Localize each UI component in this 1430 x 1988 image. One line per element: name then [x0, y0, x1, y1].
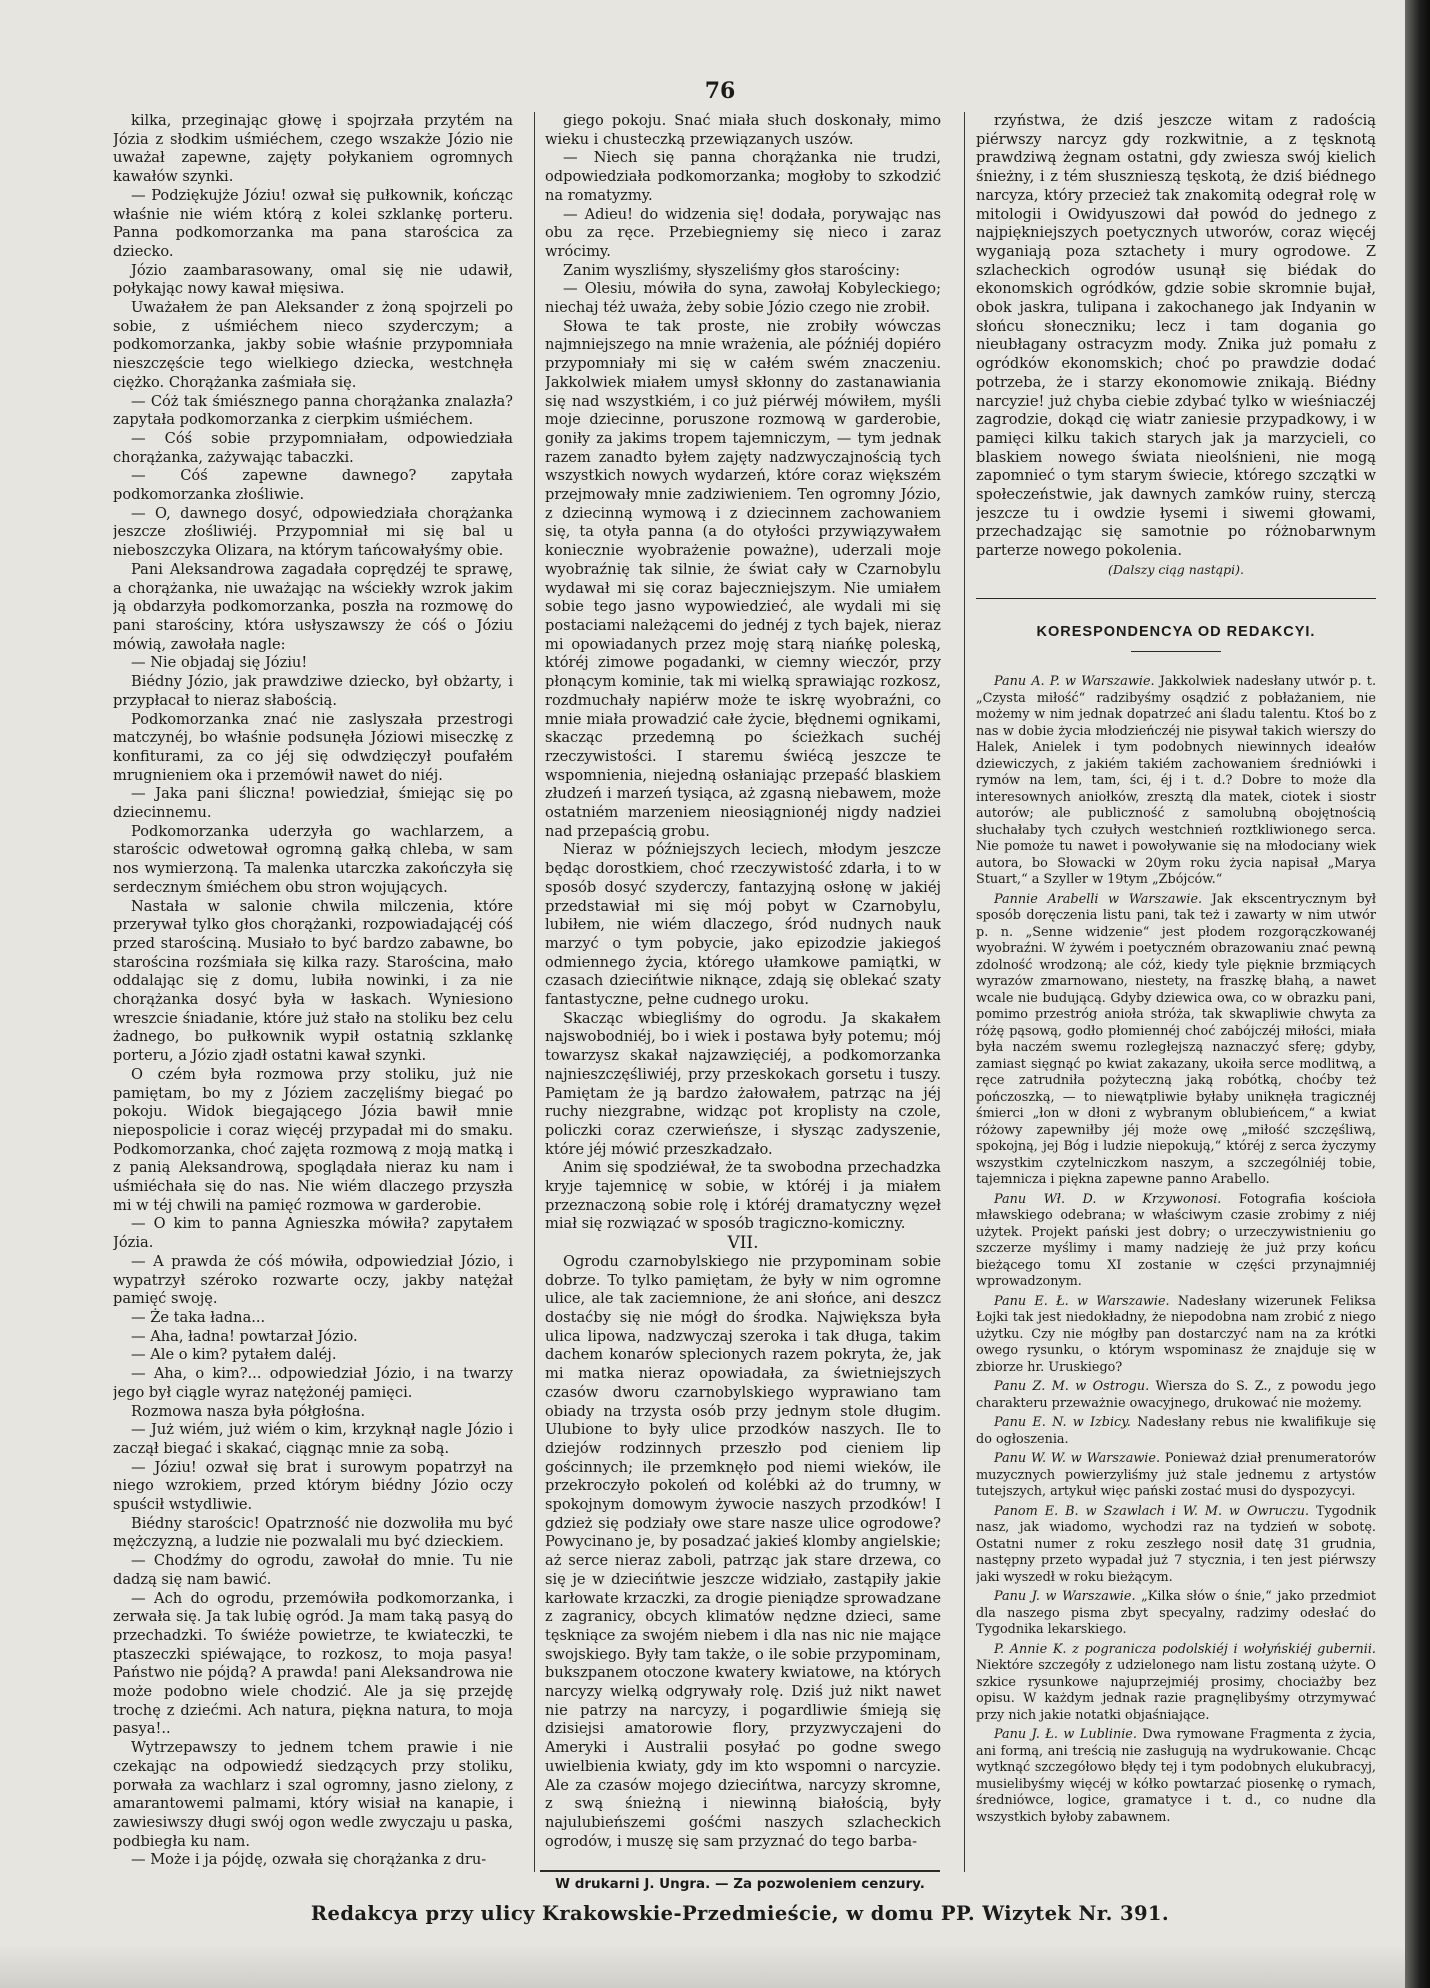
footer-rule	[540, 1870, 940, 1872]
addressee: Panu A. P. w Warszawie.	[994, 674, 1155, 690]
paragraph: — Cóś sobie przypomniałam, odpowiedziała chorążanka, zażywając tabaczki.	[113, 429, 513, 466]
paragraph: Biédny starościc! Opatrzność nie dozwoliła mu być mężczyzną, a ludzie nie pozwalali mu być dzieckiem.	[113, 1514, 513, 1551]
paragraph: — A prawda że cóś mówiła, odpowiedział Józio, i wypatrzył széroko rozwarte oczy, jakby natężał pamięć swoję.	[113, 1252, 513, 1308]
correspondence-entry	[976, 1451, 1376, 1501]
reply-text: Nadesłany rebus nie kwalifikuje się do ogłoszenia.	[976, 1415, 1376, 1447]
paragraph: Biédny Józio, jak prawdziwe dziecko, był obżarty, i przypłacał to nieraz słabością.	[113, 673, 513, 709]
reply-text: „Kilka słów o śnie,“ jako przedmiot dla naszego pisma zbyt specyalny, radzimy odesłać do Tygodnika lekarskiego.	[976, 1589, 1376, 1638]
text-column-1	[113, 112, 513, 1867]
paragraph: Wytrzepawszy to jednem tchem prawie i nie czekając na odpowiedź siedzących przy stoliku, porwała za wachlarz i szal ogromny, jasno zielony, z amarantowemi palmami, który wisiał na kanapie, i zawiesiwszy długi swój ogon wedle zwyczaju u paska, podbiegła ku nam.	[113, 1739, 513, 1850]
paragraph: — Aha, ładna! powtarzał Józio.	[131, 1327, 358, 1345]
reply-text: Jakkolwiek nadesłany utwór p. t. „Czysta miłość“ radzibyśmy osądzić z pobłażaniem, nie możemy w nim jednak dopatrzeć ani śladu talentu. Ktoś bo z nas w dobie życia młodzieńczéj nie pisywał takich wierszy do Halek, Anielek i tym podobnych niewinnych ideałów dziewiczych, z jakiém takiém zachowaniem średniówki i rymów na lem, tam, ści, éj i t. d.? Dobre to może dla interesownych aniołków, zresztą dla matek, ciotek i siostr autorów; ale publiczność z samolubną obojętnością słuchałaby tych czułych westchnień roztkliwionego serca. Nie pomoże tu nawet i powoływanie się na młodociany wiek autora, bo Słowacki w 20ym roku życia napisał „Marya Stuart,“ a Szyller w 19tym „Zbójców.“	[976, 674, 1376, 888]
correspondence-entry	[976, 1589, 1376, 1639]
paragraph: — Niech się panna chorążanka nie trudzi, odpowiedziała podkomorzanka; mogłoby to szkodzić na romatyzmy.	[545, 149, 941, 204]
paragraph: giego pokoju. Snać miała słuch doskonały, mimo wieku i chusteczką przewiązanych uszów.	[545, 112, 941, 148]
paragraph: Nieraz w późniejszych leciech, młodym jeszcze będąc dorostkiem, choć rzeczywistość zdarła, i to w sposób dosyć szyderczy, fantazyjną osłonę w jakiéj przedstawiał mi się mój pobyt w Czarnobylu, lubiłem, nie wiém dlaczego, śród nudnych nauk marzyć o tym pobycie, jako epizodzie jakiegoś odmiennego życia, którego ułamkowe pamiątki, w czasach dziecińtwie niknące, zdają się oblekać szaty fantastyczne, pełne cudnego uroku.	[545, 841, 941, 1009]
correspondence-entry	[976, 1415, 1376, 1448]
page-bottom-shadow	[0, 1945, 1405, 1988]
addressee: Panu Wł. D. w Krzywonosi.	[994, 1191, 1222, 1207]
paragraph: Uważałem że pan Aleksander z żoną spojrzeli po sobie, z uśmiéchem nieco szyderczym; a podkomorzanka, jakby sobie właśnie przypomniała nieszczęście tego wielkiego dziecka, westchnęła ciężko. Chorążanka zaśmiała się.	[113, 299, 513, 391]
reply-text: Ponieważ dział prenumeratorów muzycznych powierzyliśmy już stale jednemu z artystów tutejszych, artykuł więc pański zostać musi do dyspozycyi.	[976, 1451, 1376, 1500]
reply-text: Nadesłany wizerunek Feliksa Łojki tak jest niedokładny, że niepodobna nam zrobić z niego użytku. Czy nie mógłby pan dostarczyć nam na za krótki owego rysunku, o którym wspominasz że znajduje się w zbiorze hr. Uruskiego?	[976, 1293, 1376, 1375]
paragraph: — Chodźmy do ogrodu, zawołał do mnie. Tu nie dadzą się nam bawić.	[113, 1552, 513, 1588]
paragraph: — Podziękujże Józiu! ozwał się pułkownik, kończąc właśnie nie wiém którą z kolei szklankę porteru. Panna podkomorzanka ma pana starościca za dziecko.	[113, 186, 513, 260]
paragraph: — Olesiu, mówiła do syna, zawołaj Kobyleckiego; niechaj téż uważa, żeby sobie Józio czego nie zrobił.	[545, 280, 941, 317]
text-column-2	[545, 112, 941, 1867]
addressee: Panom E. B. w Szawlach i W. M. w Owruczu.	[994, 1503, 1310, 1519]
paragraph: — Józiu! ozwał się brat i surowym popatrzył na niego wzrokiem, przed którym biédny Józio oczy spuścił wstydliwie.	[113, 1458, 513, 1514]
addressee: Panu Z. M. w Ostrogu.	[994, 1379, 1150, 1395]
reply-text: Jak ekscentrycznym był sposób doręczenia listu pani, tak też i zawarty w nim utwór p. n. „Senne widzenie“ jest płodem rozgorączkowanéj wyobraźni. W żywém i poetyczném obrazowaniu znać pewną zdolność wrodzoną; ale cóż, kiedy tyle pięknie brzmiących wyrazów zmarnowano, niestety, na fraszkę błahą, a nawet wcale nie budującą. Gdyby dziewica owa, co w obrazku pani, pomimo przestróg anioła stróża, tak skwapliwie chwyta za różę pąsową, godło płomiennéj choć zabójczéj miłości, miała była naczém swemu rozległejszą naznaczyć sferę; gdyby, zamiast sięgnąć po kwiat zakazany, ukoiła serce modlitwą, a ręce zatrudniła pożyteczną jaką robótką, choćby też pończoszką, — to niewątpliwie byłaby uniknęła tragicznéj śmierci „łon w dłoni z wybranym oblubieńcem,“ a kwiat różowy zapewniłby jéj może owę „miłość szczęśliwą, spokojną, jej Bóg i ludzie niepokują,“ któréj z serca życzymy wszystkim czytelniczkom naszym, a szczególniéj tobie, tajemnicza i piękna zapewne panno Arabello.	[976, 891, 1376, 1188]
paragraph: Podkomorzanka znać nie zaslyszała przestrogi matczynéj, bo właśnie podsunęła Józiowi miseczkę z konfiturami, za co jéj się odwdzięczył poufałém mrugnieniem oka i przemówił nawet do niéj.	[113, 710, 513, 784]
paragraph: — Ale o kim? pytałem daléj.	[131, 1346, 337, 1364]
page-edge-shadow	[1405, 0, 1430, 1988]
reply-text: Tygodnik nasz, jak wiadomo, wychodzi raz na tydzień w sobotę. Ostatni numer z roku zeszłego nosił datę 31 grudnia, następny przeto wypadał już 7 stycznia, i ten jest piérwszy jaki wyszedł w roku bieżącym.	[976, 1503, 1376, 1585]
paragraph: Józio zaambarasowany, omal się nie udawił, połykając nowy kawał mięsiwa.	[113, 261, 513, 298]
continued-note: (Dalszy ciąg nastąpi).	[1107, 561, 1245, 577]
paragraph: — Już wiém, już wiém o kim, krzyknął nagle Józio i zaczął biegać i skakać, ciągnąc mnie za sobą.	[113, 1421, 513, 1457]
correspondence-entry	[976, 1379, 1376, 1412]
correspondence-entry	[976, 1504, 1376, 1587]
page-number: 76	[704, 78, 736, 104]
addressee: Panu E. Ł. w Warszawie.	[994, 1293, 1170, 1309]
paragraph: — Że taka ładna...	[131, 1309, 266, 1326]
addressee: Panu J. Ł. w Lublinie.	[994, 1727, 1137, 1743]
addressee: Panu W. W. w Warszawie.	[994, 1451, 1161, 1467]
addressee: Panu J. w Warszawie.	[994, 1589, 1136, 1605]
correspondence-entry	[976, 1642, 1376, 1725]
paragraph: Skacząc wbiegliśmy do ogrodu. Ja skakałem najswobodniéj, bo i wiek i postawa były potemu; mój towarzysz skakał najzawzięciéj, a podkomorzanka najnieszczęśliwiéj, przy przeskokach gorsetu i tuszy. Pamiętam że ją bardzo żałowałem, patrząc na jéj ruchy niezgrabne, widząc pot kroplisty na czole, policzki coraz czerwieńsze, i słysząc zadyszenie, które jéj mówić przeszkadzało.	[545, 1009, 941, 1158]
paragraph: Nastała w salonie chwila milczenia, które przerywał tylko głos chorążanki, rozpowiadającéj cóś przed starościną. Musiało to być bardzo zabawne, bo starościna rozśmiała się kilka razy. Starościna, mało oddalając się z domu, lubiła nowinki, i za nie chorążanka dosyć była w łaskach. Wyniesiono wreszcie śniadanie, które już stało na stoliku bez celu żadnego, bo pułkownik wypił ostatnią szklankę porteru, a Józio zjadł ostatni kawał szynki.	[113, 897, 513, 1065]
paragraph: — Ach do ogrodu, przemówiła podkomorzanka, i zerwała się. Ja tak lubię ogród. Ja mam taką pasyą do przechadzki. To świéże powietrze, te kwiateczki, te ptaszeczki spiéwające, to rozkosz, to moja pasya! Państwo nie pójdą? A prawda! pani Aleksandrowa nie może podobno wiele chodzić. Ale ja się przejdę trochę z dziećmi. Ach natura, piękna natura, to moja pasya!..	[113, 1589, 513, 1738]
correspondence-entry	[976, 1192, 1376, 1291]
addressee: Panu E. N. w Izbicy.	[994, 1415, 1131, 1431]
addressee: Pannie Arabelli w Warszawie.	[994, 891, 1203, 907]
correspondence-entry	[976, 1294, 1376, 1377]
paragraph: — Cóś zapewne dawnego? zapytała podkomorzanka złośliwie.	[113, 467, 513, 504]
heading-underline	[1131, 651, 1221, 652]
paragraph: Pani Aleksandrowa zagadała coprędzéj te sprawę, a chorążanka, nie uważając na wściekły wzrok jakim ją obdarzyła podkomorzanka, poszła na rozmowę do pani starościny, która usłyszawszy że cóś o Józiu mówią, zawołała nagle:	[113, 560, 513, 653]
paragraph: — Aha, o kim?... odpowiedział Józio, i na twarzy jego był ciągle wyraz natężonéj pamięci.	[113, 1365, 513, 1401]
printer-imprint: W drukarni J. Ungra. — Za pozwoleniem cenzury.	[555, 1876, 925, 1892]
paragraph: — O, dawnego dosyć, odpowiedziała chorążanka jeszcze złośliwiéj. Przypomniał mi się bal u nieboszczyka Olizara, na którym tańcowałyśmy obie.	[113, 504, 513, 560]
column-rule-2	[964, 112, 965, 1872]
section-rule	[976, 598, 1376, 599]
paragraph: Słowa te tak proste, nie zrobiły wówczas najmniejszego na mnie wrażenia, ale późniéj dopiéro przypomniały mi się w całém swém znaczeniu. Jakkolwiek miałem umysł skłonny do zastanawiania się nad wszystkiém, i co już piérwéj mówiłem, myśli moje dziecinne, poruszone rozmową w garderobie, goniły za jakims tropem tajemniczym, — tym jednak razem zanadto byłem zajęty nadzwyczajnością tych wszystkich nowych wydarzeń, które coraz większém przejmowały mnie zadziwieniem. Ten ogromny Józio, z dziecinną wymową i z dziecinnem zachowaniem się, ta otyła panna (a do otyłości przywiązywałem koniecznie wyobrażenie poważne), uderzali moje wyobraźnię tak silnie, że świat cały w Czarnobylu wydawał mi się coraz bajeczniejszym. Nie umiałem sobie tego jasno wypowiedzieć, ale wydali mi się postaciami należącemi do jednéj z tych bajek, nieraz mi opowiadanych przez moję starą niańkę poleską, któréj zimowe pogadanki, w ciemny wieczór, przy płonącym kominie, tak mi wielką sprawiając rozkosz, rozdmuchały napiérw może te iskrę wyobraźni, co mnie miała prowadzić całe życie, błędnemi ognikami, skacząc przedemną po ścieżkach suchéj rzeczywistości. I staremu świécą jeszcze te wspomnienia, niejedną osłaniając przepaść blaskiem złudzeń i marzeń tysiąca, aż zgasną niebawem, może ostatniém marzeniem nieosiągnionéj nigdy nadziei nad przepaścią grobu.	[545, 317, 941, 840]
paragraph: — Może i ja pójdę, ozwała się chorążanka z dru-	[131, 1851, 487, 1867]
paragraph: — Nie objadaj się Józiu!	[131, 654, 308, 672]
paragraph: rzyństwa, że dziś jeszcze witam z radością piérwszy narcyz gdy rozkwitnie, a z tęsknotą prawdziwą żegnam ostatni, gdy zwiesza swój kielich śnieżny, i z tém słusznieszą tęskotą, że dziś biédnego narcyza, który przecież tak znakomitą odegrał rolę w mitologii i Owidyuszowi dał powód do jednego z najpiękniejszych poetycznych utworów, coraz więcéj wyganiają poza sztachety i mury ogrodowe. Z szlacheckich ogrodów usunął się biédak do ekonomskich ogródków, gdzie sobie skromnie bujał, obok jaskra, tulipana i zakochanego jak Indyanin w słońcu słoneczniku; lecz i tam dogania go nieubłagany ostracyzm mody. Znika już pomału z ogródków ekonomskich; choć po prawdzie dodać potrzeba, że i starzy ekonomowie znikają. Biédny narcyzie! już chyba ciebie zdybać tylko w wieśniaczéj zagrodzie, dokąd cię wiatr zaniesie przypadkowy, i w pamięci kilku takich starych jak ja marzycieli, co blaskiem nowego świata nieolśnieni, nie mogą zapomnieć o tym starym świecie, którego szczątki w społeczeństwie, jak dawnych zamków ruiny, sterczą jeszcze tu i owdzie łysemi i siwemi głowami, przechadzając się samotnie po różnobarwnym parterze nowego pokolenia.	[976, 112, 1376, 560]
correspondence-entry	[976, 892, 1376, 1189]
correspondence-entry	[976, 674, 1376, 889]
correspondence-entry	[976, 1727, 1376, 1826]
paragraph: — Adieu! do widzenia się! dodała, porywając nas obu za ręce. Przebiegniemy się nieco i zaraz wrócimy.	[545, 205, 941, 260]
paragraph: Ogrodu czarnobylskiego nie przypominam sobie dobrze. To tylko pamiętam, że były w nim ogromne ulice, ale tak zaciemnione, że ani słońce, ani deszcz dostaćby się nie mógł do środka. Największa była ulica lipowa, nadzwyczaj szeroka i tak długa, takim dachem konarów splecionych razem pokryta, że, jak mi matka nieraz opowiadała, za świetniejszych czasów dworu czarnobylskiego wyprawiano tam obiady na trzysta osób przy jednym stole długim. Ulubione to były ulice przodków naszych. Ile to dziejów rodzinnych przeszło pod cieniem lip gościnnych; ile przemknęło pod niemi wieków, ile przekroczyło pokoleń od kolébki aż do trumny, w spokojnym domowym żywocie naszych przodków! I gdzież się podziały owe stare nasze ulice ogrodowe? Powycinano je, by posadzać jakieś klomby angielskie; aż serce nieraz zaboli, patrząc jak stare drzewa, co się je w dziecińtwie jeszcze widziało, zastąpiły jakie karłowate krzaczki, za drogie pieniądze sprowadzane z zagranicy, obcych klimatów nędzne dzieci, same tęskniące za swojém niebem i dla nas nic nie mające swojskiego. Były tam także, o ile sobie przypominam, bukszpanem otoczone kwatery kwiatowe, na których narcyzy wielką odgrywały rolę. Dziś już nikt nawet nie patrzy na narcyzy, i pogardliwie śmieją się dzisiejsi amatorowie flory, przyzwyczajeni do Ameryki i Australii posyłać po godne swego uwielbienia kwiaty, gdy im kto wspomni o narcyzie. Ale za czasów mojego dziecińtwa, narcyzy skromne, z swą śnieżną i niewinną białością, były najulubieńszemi gośćmi naszych szlacheckich ogrodów, i muszę się sam przyznać do tego barba-	[545, 1252, 941, 1850]
correspondence-heading: KORESPONDENCYA OD REDAKCYI.	[1036, 623, 1316, 640]
paragraph: O czém była rozmowa przy stoliku, już nie pamiętam, bo my z Józiem zaczęliśmy biegać po pokoju. Widok biegającego Józia bawił mnie niepospolicie i coraz więcéj przypadał mi do smaku. Podkomorzanka, choć zajęta rozmową z moją matką i z panią Aleksandrową, spoglądała nieraz ku nam i uśmiéchała się do nas. Nie wiém dlaczego przyszła mi w téj chwili na pamięć rozmowa w garderobie.	[113, 1065, 513, 1214]
paragraph: — O kim to panna Agnieszka mówiła? zapytałem Józia.	[113, 1215, 513, 1252]
paragraph: kilka, przeginając głowę i spojrzała przytém na Józia z słodkim uśmiéchem, czego wszakże Józio nie uważał zapewne, zajęty połykaniem ogromnych kawałów szynki.	[113, 112, 513, 186]
paragraph: Rozmowa nasza była półgłośna.	[131, 1402, 366, 1420]
paragraph: Anim się spodziéwał, że ta swobodna przechadzka kryje tajemnicę w sobie, w któréj i ja miałem przeznaczoną sobie rolę i któréj dramatyczny węzeł miał się rozwiązać w sposób tragiczno-komiczny.	[545, 1159, 941, 1233]
reply-text: Dwa rymowane Fragmenta z życia, ani formą, ani treścią nie zasługują na wydrukowanie. Chcąc wytknąć szczegółowo błędy tej i tym podobnych elukubracyj, musielibyśmy więcéj w kółko powtarzać piosenkę o rymach, średniówce, logice, gramatyce i t. d., co nudne dla wszystkich byłoby zabawnem.	[976, 1727, 1376, 1825]
editorial-address: Redakcya przy ulicy Krakowskie-Przedmieście, w domu PP. Wizytek Nr. 391.	[310, 1902, 1170, 1925]
column-rule-1	[534, 112, 535, 1872]
reply-text: Wiersza do S. Z., z powodu jego charakteru przeważnie owacyjnego, drukować nie możemy.	[976, 1379, 1376, 1411]
paragraph: Zanim wyszliśmy, słyszeliśmy głos starościny:	[563, 261, 901, 279]
paragraph: — Jaka pani śliczna! powiedział, śmiejąc się po dziecinnemu.	[113, 785, 513, 822]
paragraph: Podkomorzanka uderzyła go wachlarzem, a starościc odwetował ogromną gałką chleba, w sam nos wymierzoną. Ta malenka utarczka zakończyła się serdecznym śmiéchem obu stron wojujących.	[113, 822, 513, 896]
text-column-3	[976, 112, 1376, 1867]
paragraph: — Cóż tak śmiésznego panna chorążanka znalazła? zapytała podkomorzanka z cierpkim uśmiéchem.	[113, 392, 513, 429]
chapter-heading: VII.	[727, 1233, 759, 1254]
addressee: P. Annie K. z pogranicza podolskiéj i wołyńskiéj gubernii.	[994, 1641, 1376, 1657]
reply-text: Niektóre szczegóły z udzielonego nam listu zostaną użyte. O szkice rysunkowe najuprzejmiéj prosimy, chociażby bez opisu. W każdym jednak razie pragnęlibyśmy otrzymywać przy nich jakie notatki objaśniające.	[976, 1658, 1376, 1723]
reply-text: Fotografia kościoła mławskiego odebrana; w właściwym czasie zrobimy z niéj użytek. Projekt pański jest dobry; o urzeczywistnieniu go szczerze myślimy i mamy nadzieję że już przy końcu bieżącego tomu XI zostanie w części przynajmniéj wprowadzonym.	[976, 1191, 1376, 1290]
